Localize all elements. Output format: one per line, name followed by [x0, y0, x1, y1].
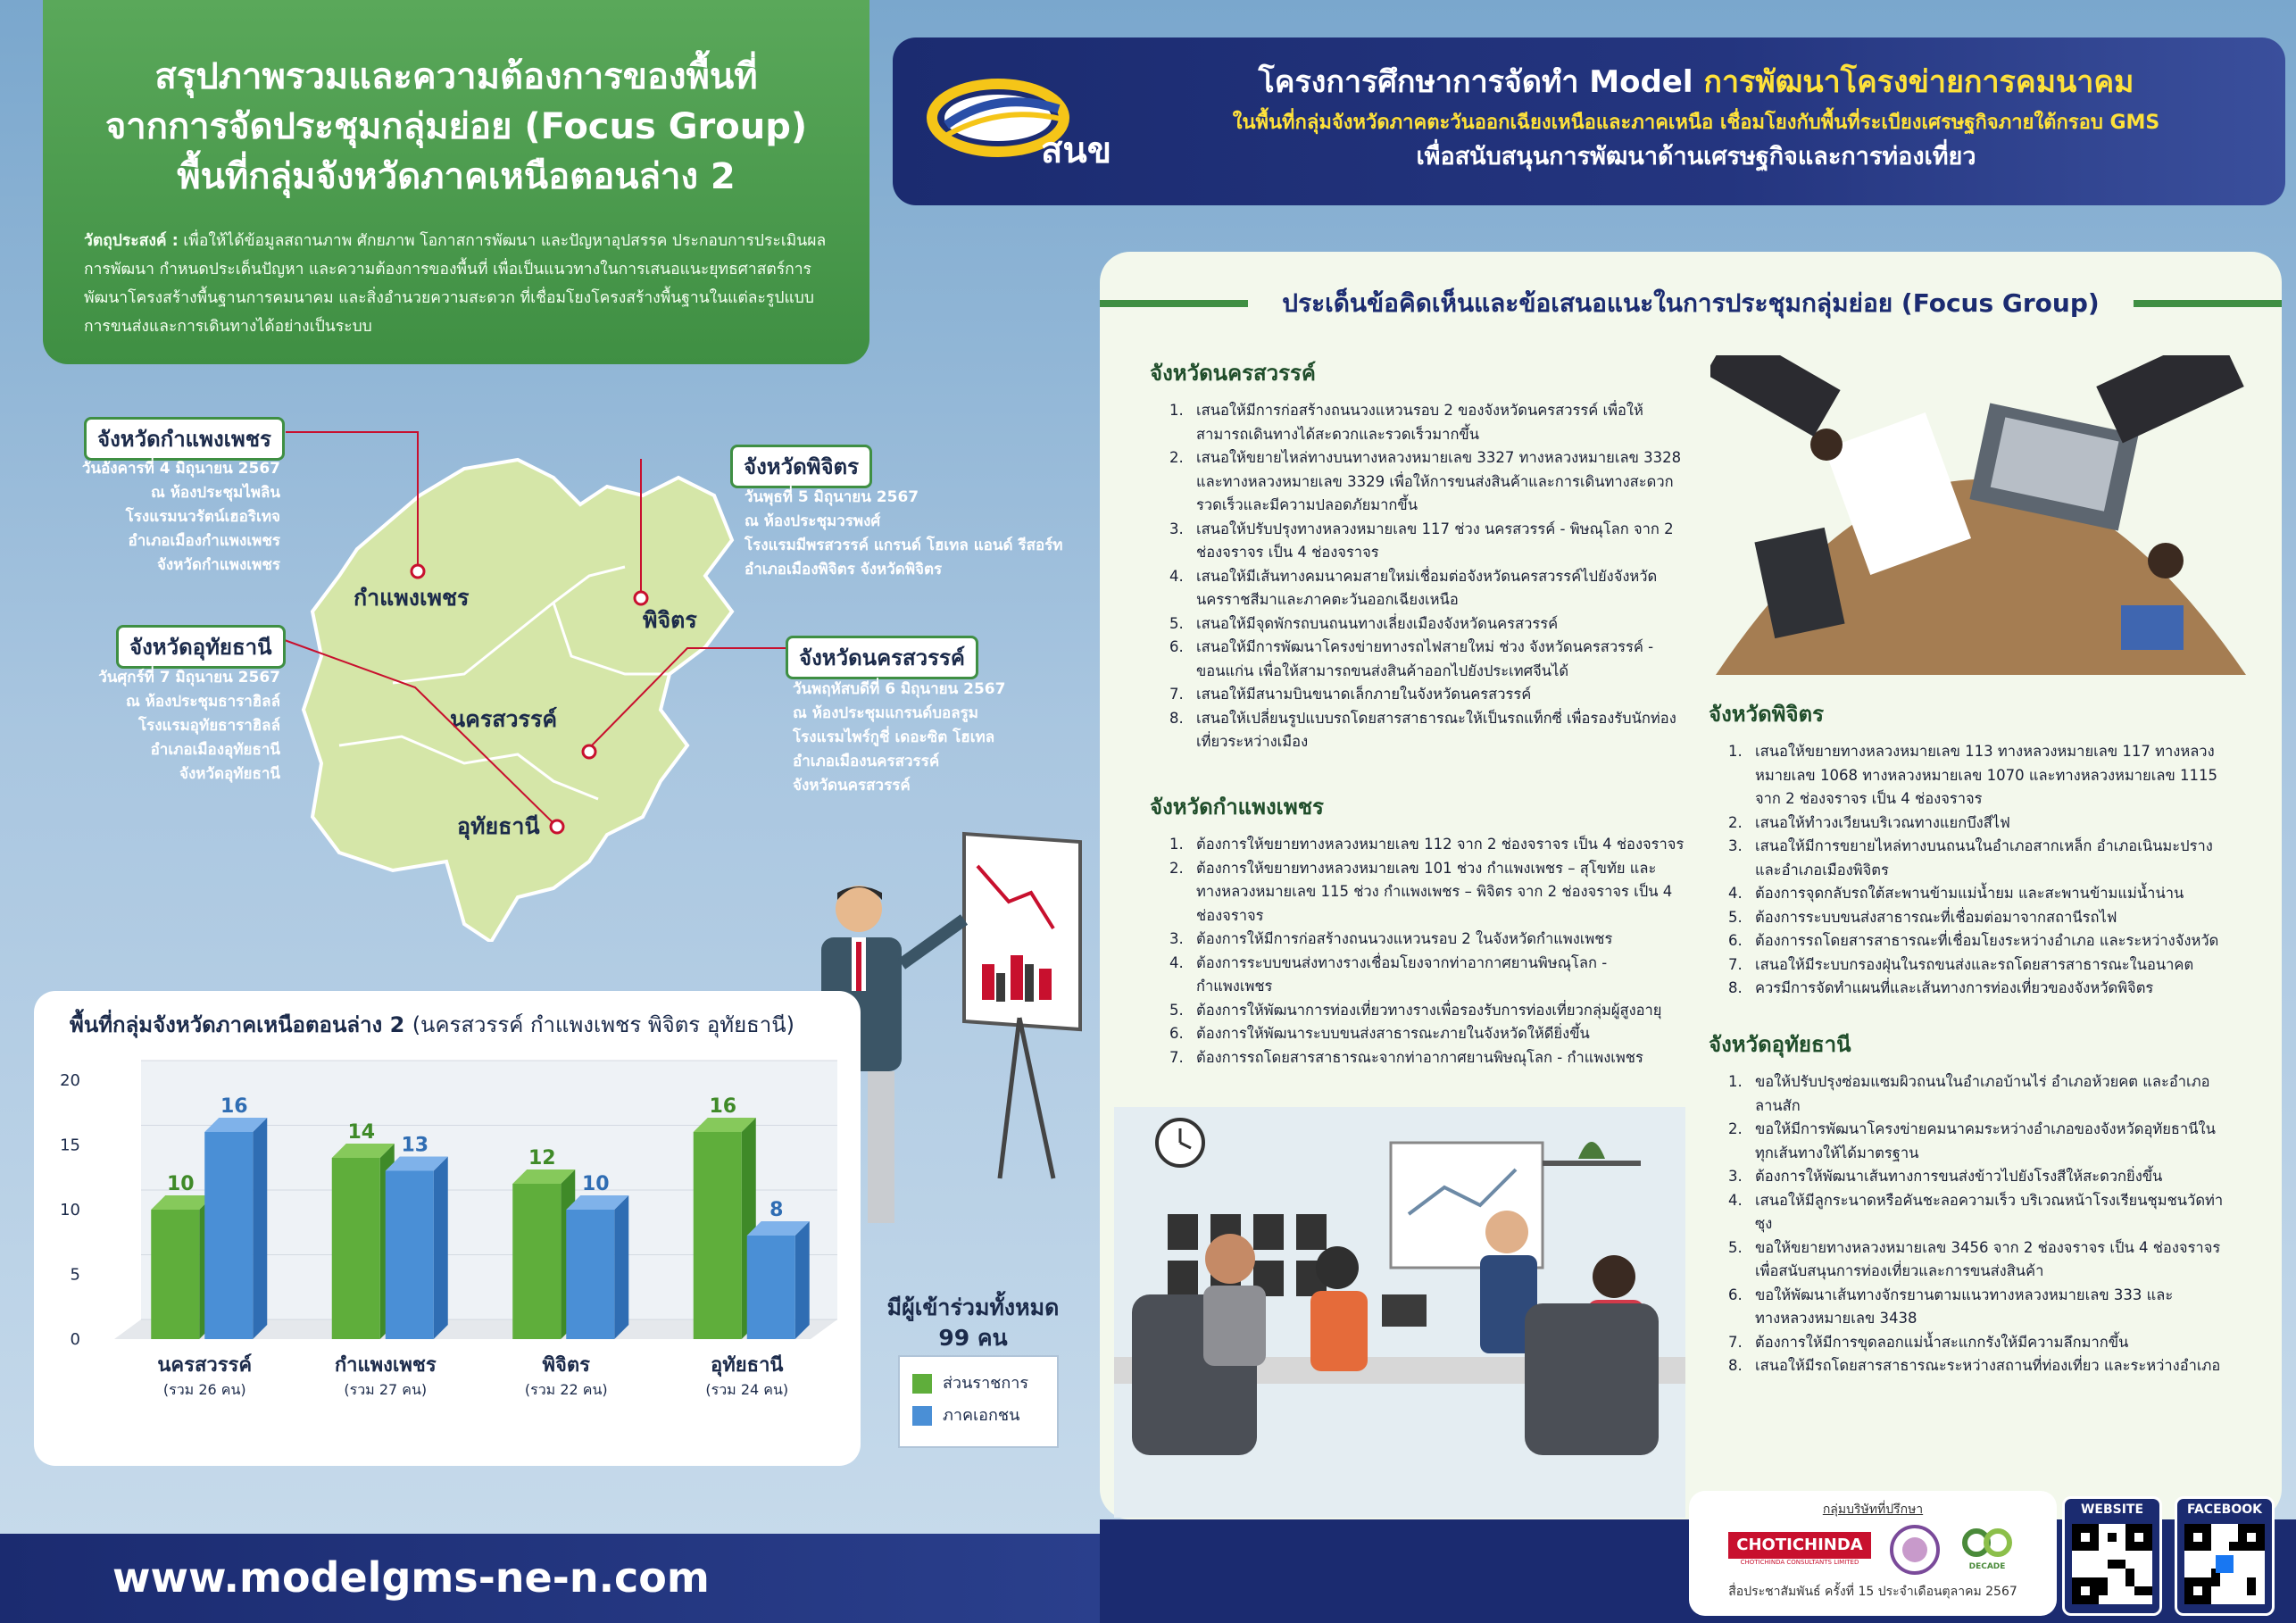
meeting-room-illustration [1114, 1107, 1685, 1518]
list-item: 8. เสนอให้เปลี่ยนรูปแบบรถโดยสารสาธารณะให้เป็นรถแท็กซี่ เพื่อรองรับนักท่องเที่ยวระหว่างเมือง [1169, 709, 1676, 750]
bar-value-label: 14 [347, 1121, 376, 1144]
title-bar-right [2134, 300, 2282, 307]
meeting-line: วันพุธที่ 5 มิถุนายน 2567 [745, 488, 919, 506]
list-item: 4. ต้องการจุดกลับรถใต้สะพานข้ามแม่น้ำยม และสะพานข้ามแม่น้ำน่าน [1728, 885, 2184, 902]
meeting-tag-nakhon: จังหวัดนครสวรรค์ [786, 636, 978, 679]
meeting-line: ณ ห้องประชุมธาราฮิลล์ [125, 693, 280, 711]
list-item: 2. เสนอให้ขยายไหล่ทางบนทางหลวงหมายเลข 3327 ทางหลวงหมายเลข 3328 และทางหลวงหมายเลข 3329 เพื่อให้การขนส่งสินค้าและการเดินทางสะดวกรวดเร็วและมีความปลอดภัยมากขึ้น [1169, 449, 1682, 513]
section-phichit [1709, 696, 2226, 1001]
left-title-line2: จากการจัดประชุมกลุ่มย่อย (Focus Group) [104, 106, 808, 147]
total-line1: มีผู้เข้าร่วมทั้งหมด [886, 1294, 1060, 1320]
y-tick-label: 10 [60, 1201, 80, 1219]
decade-text: DECADE [1968, 1562, 2006, 1571]
meeting-line: โรงแรมอุทัยธาราฮิลล์ [137, 717, 280, 735]
meeting-info-kamphaeng [79, 457, 280, 578]
chotichinda-logo: CHOTICHINDA [1728, 1532, 1871, 1559]
objective-text: เพื่อให้ได้ข้อมูลสถานภาพ ศักยภาพ โอกาสการพัฒนา และปัญหาอุปสรรค ประกอบการประเมินผลการพัฒนา กำหนดประเด็นปัญหา และความต้องการของพื้นที่ เพื่อเป็นแนวทางในการเสนอแนะยุทธศาสตร์การพัฒนาโครงสร้างพื้นฐานการคมนาคม และสิ่งอำนวยความสะดวก ที่เชื่อมโยงโครงสร้างพื้นฐานในแต่ละรูปแบบการขนส่งและการเดินทางได้อย่างเป็นระบบ [84, 232, 827, 336]
qr-code-icon [2184, 1524, 2265, 1604]
list-item: 3. ต้องการให้มีการก่อสร้างถนนวงแหวนรอบ 2 ในจังหวัดกำแพงเพชร [1169, 930, 1613, 947]
map-label-nakhon: นครสวรรค์ [450, 706, 558, 732]
qr-code-icon [2072, 1524, 2152, 1604]
list-item: 6. ขอให้พัฒนาเส้นทางจักรยานตามแนวทางหลวงหมายเลข 333 และทางหลวงหมายเลข 3438 [1728, 1286, 2174, 1327]
legend-swatch [912, 1374, 932, 1394]
list-item: 1. ต้องการให้ขยายทางหลวงหมายเลข 112 จาก 2 ช่องจราจร เป็น 4 ช่องจราจร [1169, 836, 1685, 853]
x-category-label: นครสวรรค์ [157, 1354, 253, 1377]
bar-value-label: 10 [581, 1173, 610, 1195]
chart-subtitle: (นครสวรรค์ กำแพงเพชร พิจิตร อุทัยธานี) [412, 1012, 795, 1037]
chotichinda-sub: CHOTICHINDA CONSULTANTS LIMITED [1740, 1559, 1859, 1566]
list-item: 5. ขอให้ขยายทางหลวงหมายเลข 3456 จาก 2 ช่องจราจร เป็น 4 ช่องจราจร เพื่อสนับสนุนการท่องเที่ยวและการขนส่งสินค้า [1728, 1238, 2221, 1279]
bar-side [614, 1195, 628, 1339]
facebook-qr-label: FACEBOOK [2187, 1502, 2262, 1517]
meeting-info-phichit [745, 486, 1102, 582]
panel-title-text: ประเด็นข้อคิดเห็นและข้อเสนอแนะในการประชุมกลุ่มย่อย (Focus Group) [1282, 288, 2100, 318]
meeting-line: อำเภอเมืองพิจิตร จังหวัดพิจิตร [745, 561, 943, 578]
project-title-line3: เพื่อสนับสนุนการพัฒนาด้านเศรษฐกิจและการท่องเที่ยว [1416, 143, 1976, 171]
list-item: 2. เสนอให้ทำวงเวียนบริเวณทางแยกบึงสีไฟ [1728, 813, 2010, 831]
list-item: 2. ต้องการให้ขยายทางหลวงหมายเลข 101 ช่วง กำแพงเพชร – สุโขทัย และทางหลวงหมายเลข 115 ช่วง กำแพงเพชร – พิจิตร จาก 2 ช่องจราจร เป็น 4 ช่องจราจร [1169, 859, 1673, 924]
y-tick-label: 15 [60, 1136, 80, 1155]
university-seal-icon [1884, 1523, 1946, 1577]
project-title-line2: ในพื้นที่กลุ่มจังหวัดภาคตะวันออกเฉียงเหนือและภาคเหนือ เชื่อมโยงกับพื้นที่ระเบียงเศรษฐกิจภายใต้กรอบ GMS [1232, 112, 2160, 134]
list-item: 2. ขอให้มีการพัฒนาโครงข่ายคมนาคมระหว่างอำเภอของจังหวัดอุทัยธานีในทุกเส้นทางให้ได้มาตรฐาน [1728, 1120, 2216, 1161]
list-item: 7. ต้องการรถโดยสารสาธารณะจากท่าอากาศยานพิษณุโลก - กำแพงเพชร [1169, 1048, 1643, 1066]
list-item: 5. เสนอให้มีจุดพักรถบนถนนทางเลี่ยงเมืองจังหวัดนครสวรรค์ [1169, 614, 1559, 632]
y-tick-label: 0 [70, 1330, 80, 1349]
footer-website-link[interactable]: www.modelgms-ne-n.com [112, 1553, 710, 1602]
list-item: 6. ต้องการรถโดยสารสาธารณะที่เชื่อมโยงระหว่างอำเภอ และระหว่างจังหวัด [1728, 932, 2219, 949]
meeting-info-nakhon [793, 678, 1087, 798]
bar [332, 1158, 380, 1339]
legend-item-government [912, 1368, 1044, 1400]
meeting-line: จังหวัดอุทัยธานี [179, 765, 280, 783]
title-bar-left [1100, 300, 1248, 307]
facebook-qr[interactable] [2175, 1496, 2275, 1616]
list-item: 6. เสนอให้มีการพัฒนาโครงข่ายทางรถไฟสายใหม่ ช่วง จังหวัดนครสวรรค์ - ขอนแก่น เพื่อให้สามารถขนส่งสินค้าออกไปยังประเทศจีนได้ [1169, 638, 1654, 679]
phichit-list [1709, 740, 2226, 1001]
total-line2: 99 คน [938, 1325, 1008, 1351]
list-item: 8. เสนอให้มีรถโดยสารสาธารณะระหว่างสถานที่ท่องเที่ยว และระหว่างอำเภอ [1728, 1357, 2221, 1374]
meeting-line: อำเภอเมืองนครสวรรค์ [793, 753, 940, 770]
objective-label: วัตถุประสงค์ : [84, 232, 179, 250]
x-category-label: กำแพงเพชร [334, 1354, 437, 1377]
y-tick-label: 20 [60, 1071, 80, 1090]
bar [747, 1236, 795, 1339]
left-title-line3: พื้นที่กลุ่มจังหวัดภาคเหนือตอนล่าง 2 [177, 156, 736, 197]
meeting-desk-photo [1710, 355, 2251, 675]
list-item: 1. เสนอให้ขยายทางหลวงหมายเลข 113 ทางหลวงหมายเลข 117 ทางหลวงหมายเลข 1068 ทางหลวงหมายเลข 1070 และทางหลวงหมายเลข 1115 จาก 2 ช่องจราจร เป็น 4 ช่องจราจร [1728, 743, 2217, 807]
meeting-info-uthai [79, 666, 280, 787]
section-nakhon [1150, 355, 1685, 754]
decade-logo-icon [1960, 1525, 2014, 1561]
project-title [1125, 61, 2267, 175]
list-item: 1. เสนอให้มีการก่อสร้างถนนวงแหวนรอบ 2 ของจังหวัดนครสวรรค์ เพื่อให้สามารถเดินทางได้สะดวกและรวดเร็วมากขึ้น [1169, 402, 1643, 443]
consultant-title: กลุ่มบริษัทที่ปรึกษา [1822, 1502, 1924, 1517]
bar-value-label: 16 [709, 1095, 737, 1118]
panel-title [1100, 280, 2282, 327]
chart-legend [898, 1355, 1059, 1448]
list-item: 7. ต้องการให้มีการขุดลอกแม่น้ำสะแกกรังให้มีความลึกมากขึ้น [1728, 1333, 2129, 1351]
x-category-note: (รวม 22 คน) [524, 1381, 608, 1398]
map-pin-uthai [551, 820, 563, 833]
meeting-tag-kamphaeng: จังหวัดกำแพงเพชร [84, 417, 285, 461]
legend-label: ส่วนราชการ [943, 1374, 1029, 1393]
x-category-note: (รวม 27 คน) [344, 1381, 428, 1398]
section-heading: จังหวัดกำแพงเพชร [1150, 795, 1324, 820]
total-participants [875, 1293, 1071, 1353]
list-item: 4. เสนอให้มีลูกระนาดหรือคันชะลอความเร็ว บริเวณหน้าโรงเรียนชุมชนวัดท่าซุง [1728, 1191, 2224, 1232]
bar [386, 1171, 434, 1340]
left-title-line1: สรุปภาพรวมและความต้องการของพื้นที่ [154, 56, 758, 97]
meeting-line: วันอังคารที่ 4 มิถุนายน 2567 [81, 460, 280, 478]
meeting-line: จังหวัดนครสวรรค์ [793, 777, 911, 795]
chart-title-main: พื้นที่กลุ่มจังหวัดภาคเหนือตอนล่าง 2 [70, 1012, 405, 1037]
list-item: 5. ต้องการให้พัฒนาการท่องเที่ยวทางรางเพื่อรองรับการท่องเที่ยวกลุ่มผู้สูงอายุ [1169, 1001, 1662, 1019]
legend-item-private [912, 1400, 1044, 1432]
map-pin-kamphaeng [412, 565, 424, 578]
section-kamphaeng [1150, 789, 1685, 1070]
list-item: 4. เสนอให้มีเส้นทางคมนาคมสายใหม่เชื่อมต่อจังหวัดนครสวรรค์ไปยังจังหวัดนครราชสีมาและภาคตะวันออกเฉียงเหนือ [1169, 567, 1658, 608]
bar-value-label: 12 [528, 1147, 556, 1169]
project-title-highlight: การพัฒนาโครงข่ายการคมนาคม [1703, 64, 2134, 100]
map-pin-nakhon [583, 745, 595, 758]
nakhon-list [1150, 399, 1685, 754]
section-uthai [1709, 1027, 2226, 1378]
meeting-tag-uthai: จังหวัดอุทัยธานี [116, 625, 286, 669]
bar [566, 1210, 614, 1339]
meeting-line: ณ ห้องประชุมไพลิน [151, 484, 280, 502]
bar-value-label: 13 [401, 1134, 429, 1157]
meeting-line: วันศุกร์ที่ 7 มิถุนายน 2567 [98, 669, 280, 687]
section-heading: จังหวัดอุทัยธานี [1709, 1032, 1851, 1057]
meeting-line: โรงแรมมีพรสวรรค์ แกรนด์ โฮเทล แอนด์ รีสอร์ท [745, 537, 1063, 554]
project-title-prefix: โครงการศึกษาการจัดทำ Model [1258, 64, 1704, 100]
meeting-line: ณ ห้องประชุมวรพงศ์ [745, 512, 881, 530]
pr-note: สื่อประชาสัมพันธ์ ครั้งที่ 15 ประจำเดือนตุลาคม 2567 [1728, 1585, 2017, 1599]
kamphaeng-list [1150, 833, 1685, 1070]
section-heading: จังหวัดนครสวรรค์ [1150, 361, 1316, 386]
bar-side [253, 1118, 267, 1339]
website-qr-label: WEBSITE [2080, 1502, 2144, 1517]
map-label-uthai: อุทัยธานี [457, 813, 540, 839]
meeting-line: อำเภอเมืองกำแพงเพชร [128, 532, 280, 550]
section-heading: จังหวัดพิจิตร [1709, 702, 1825, 727]
bar-value-label: 8 [769, 1199, 784, 1221]
map-label-phichit: พิจิตร [643, 607, 697, 633]
bar-value-label: 16 [220, 1095, 248, 1118]
list-item: 3. ต้องการให้พัฒนาเส้นทางการขนส่งข้าวไปยังโรงสีให้สะดวกยิ่งขึ้น [1728, 1168, 2163, 1185]
bar [204, 1132, 253, 1339]
meeting-line: โรงแรมไพร์กูชี่ เดอะซิต โฮเทล [793, 728, 995, 746]
list-item: 3. เสนอให้มีการขยายไหล่ทางบนถนนในอำเภอสากเหล็ก อำเภอเนินมะปราง และอำเภอเมืองพิจิตร [1728, 837, 2213, 878]
meeting-line: โรงแรมนวรัตน์เฮอริเทจ [125, 508, 280, 526]
list-item: 7. เสนอให้มีสนามบินขนาดเล็กภายในจังหวัดนครสวรรค์ [1169, 686, 1532, 703]
x-category-label: อุทัยธานี [711, 1354, 784, 1377]
facebook-icon [2216, 1555, 2234, 1573]
bar-value-label: 10 [166, 1173, 195, 1195]
bar-chart [34, 1045, 861, 1464]
chart-title [70, 1007, 794, 1042]
x-category-note: (รวม 26 คน) [162, 1381, 246, 1398]
bar-side [434, 1157, 448, 1340]
otp-logo-text: สนข [1041, 130, 1112, 171]
uthai-list [1709, 1070, 2226, 1378]
map-label-kamphaeng: กำแพงเพชร [354, 585, 470, 611]
x-category-label: พิจิตร [542, 1354, 590, 1377]
list-item: 3. เสนอให้ปรับปรุงทางหลวงหมายเลข 117 ช่วง นครสวรรค์ - พิษณุโลก จาก 2 ช่องจราจร เป็น 4 ช่องจราจร [1169, 520, 1674, 561]
project-title-line1 [1125, 61, 2267, 104]
list-item: 8. ควรมีการจัดทำแผนที่และเส้นทางการท่องเที่ยวของจังหวัดพิจิตร [1728, 979, 2154, 996]
meeting-tag-phichit: จังหวัดพิจิตร [730, 445, 872, 488]
meeting-line: อำเภอเมืองอุทัยธานี [150, 741, 280, 759]
chart-card [34, 991, 861, 1466]
bar-side [795, 1221, 810, 1339]
list-item: 7. เสนอให้มีระบบกรองฝุ่นในรถขนส่งและรถโดยสารสาธารณะในอนาคต [1728, 955, 2194, 973]
website-qr[interactable] [2062, 1496, 2162, 1616]
list-item: 5. ต้องการระบบขนส่งสาธารณะที่เชื่อมต่อมาจากสถานีรถไฟ [1728, 908, 2117, 926]
meeting-line: จังหวัดกำแพงเพชร [156, 556, 280, 574]
y-tick-label: 5 [70, 1265, 80, 1285]
legend-swatch [912, 1406, 932, 1426]
meeting-line: ณ ห้องประชุมแกรนด์บอลรูม [793, 704, 979, 722]
bar [512, 1184, 561, 1339]
bar [694, 1132, 742, 1339]
meeting-line: วันพฤหัสบดีที่ 6 มิถุนายน 2567 [793, 680, 1006, 698]
legend-label: ภาคเอกชน [943, 1406, 1020, 1425]
list-item: 1. ขอให้ปรับปรุงซ่อมแซมผิวถนนในอำเภอบ้านไร่ อำเภอห้วยคต และอำเภอลานสัก [1728, 1073, 2210, 1114]
map-pin-phichit [635, 592, 647, 604]
list-item: 4. ต้องการระบบขนส่งทางรางเชื่อมโยงจากท่าอากาศยานพิษณุโลก - กำแพงเพชร [1169, 953, 1608, 995]
bar [151, 1210, 199, 1339]
list-item: 6. ต้องการให้พัฒนาระบบขนส่งสาธารณะภายในจังหวัดให้ดียิ่งขึ้น [1169, 1025, 1590, 1042]
x-category-note: (รวม 24 คน) [705, 1381, 789, 1398]
